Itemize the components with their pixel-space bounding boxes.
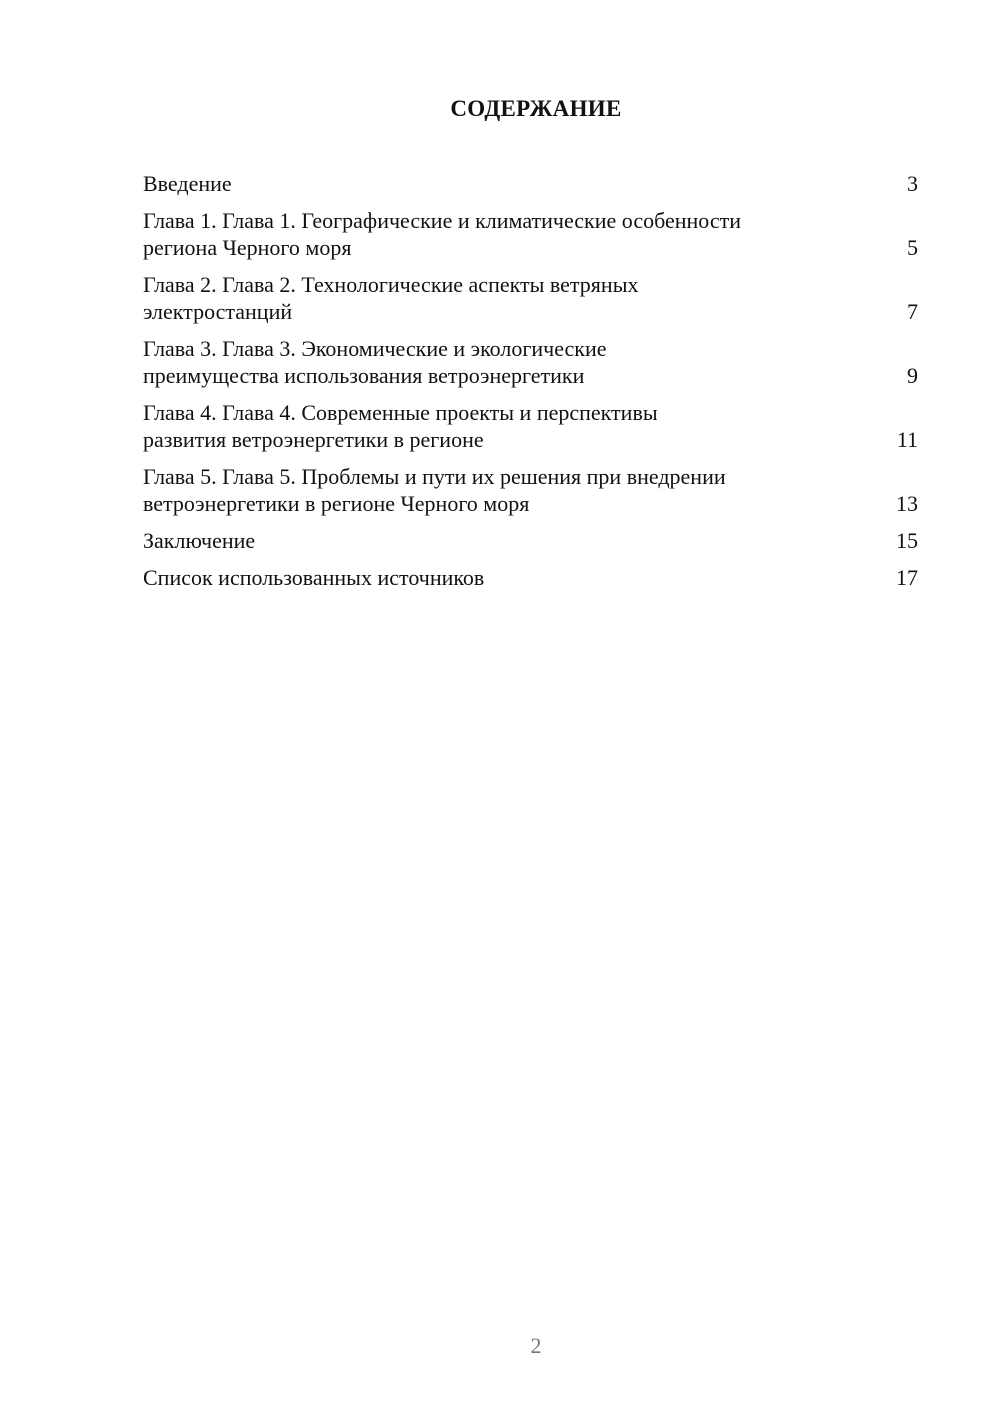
toc-entry-text: Список использованных источников bbox=[143, 565, 485, 590]
table-of-contents bbox=[143, 170, 918, 601]
toc-entry-text: Глава 1. Глава 1. Географические и климатические особенности региона Черного моря bbox=[143, 208, 741, 260]
toc-entry-page: 17 bbox=[896, 565, 918, 590]
toc-entry-chapter-1[interactable] bbox=[143, 207, 918, 261]
toc-entry-page: 3 bbox=[907, 171, 918, 196]
toc-entry-text: Введение bbox=[143, 171, 232, 196]
toc-entry-page: 13 bbox=[896, 491, 918, 516]
toc-entry-chapter-3[interactable] bbox=[143, 335, 918, 389]
toc-title: СОДЕРЖАНИЕ bbox=[450, 96, 622, 121]
toc-entry-chapter-2[interactable] bbox=[143, 271, 918, 325]
toc-entry-text: Глава 3. Глава 3. Экономические и экологические преимущества использования ветроэнергетики bbox=[143, 336, 607, 388]
toc-entry-page: 9 bbox=[907, 363, 918, 388]
toc-entry-page: 5 bbox=[907, 235, 918, 260]
toc-entry-references[interactable] bbox=[143, 564, 918, 591]
toc-entry-text: Глава 4. Глава 4. Современные проекты и перспективы развития ветроэнергетики в регионе bbox=[143, 400, 658, 452]
toc-entry-text: Заключение bbox=[143, 528, 256, 553]
page-number: 2 bbox=[530, 1333, 542, 1358]
toc-entry-introduction[interactable] bbox=[143, 170, 918, 197]
toc-entry-text: Глава 2. Глава 2. Технологические аспекты ветряных электростанций bbox=[143, 272, 639, 324]
toc-entry-chapter-4[interactable] bbox=[143, 399, 918, 453]
toc-entry-chapter-5[interactable] bbox=[143, 463, 918, 517]
toc-entry-page: 7 bbox=[907, 299, 918, 324]
toc-entry-conclusion[interactable] bbox=[143, 527, 918, 554]
toc-entry-text: Глава 5. Глава 5. Проблемы и пути их решения при внедрении ветроэнергетики в регионе Черного моря bbox=[143, 464, 726, 516]
toc-entry-page: 11 bbox=[896, 427, 918, 452]
toc-entry-page: 15 bbox=[896, 528, 918, 553]
